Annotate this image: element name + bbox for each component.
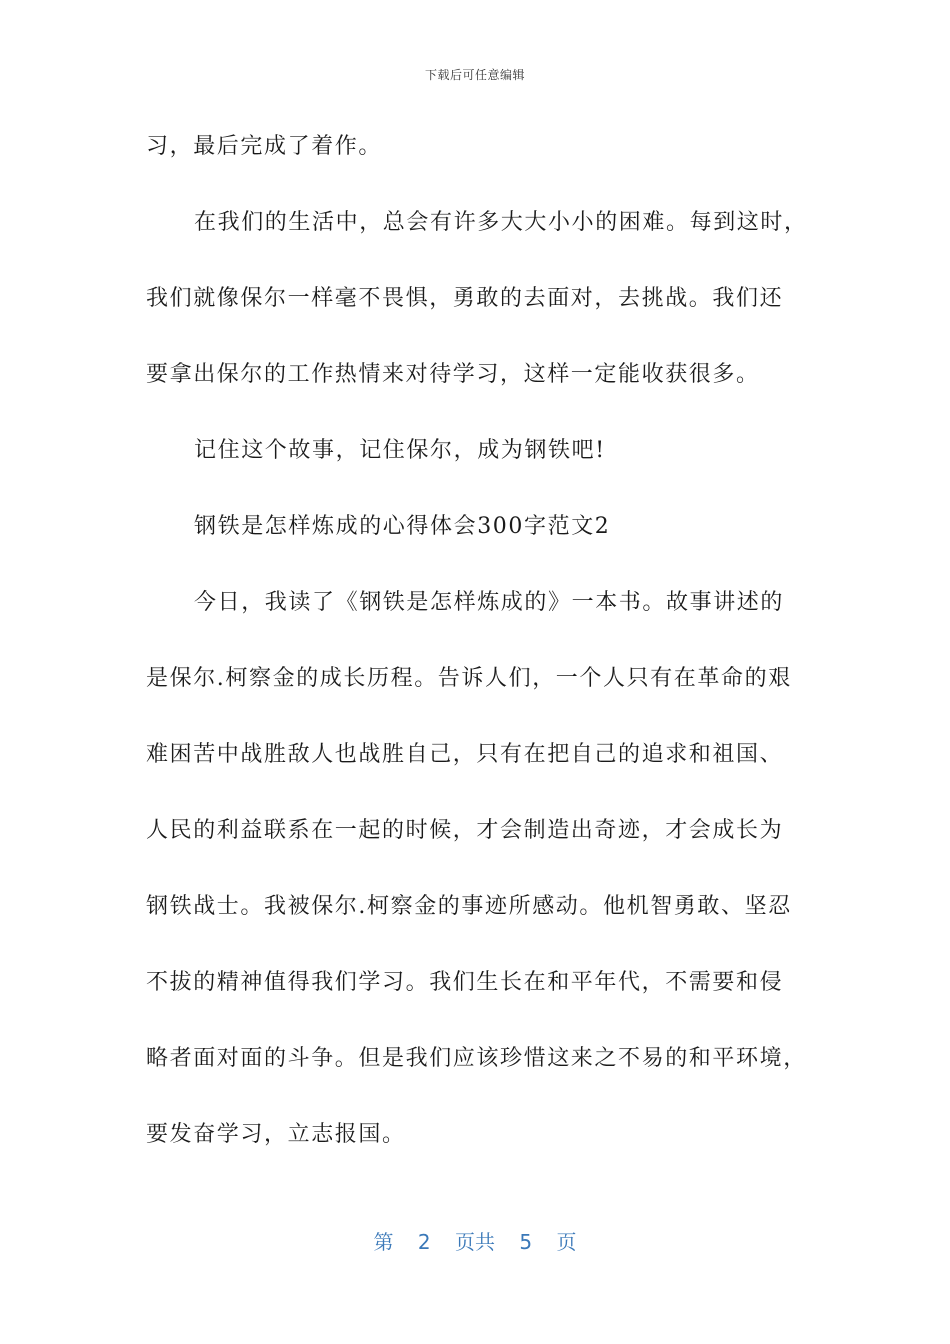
text-line: 是保尔.柯察金的成长历程。告诉人们，一个人只有在革命的艰 [146, 666, 792, 691]
footer-current-page: 2 [417, 1230, 431, 1254]
text-line: 习，最后完成了着作。 [146, 134, 383, 159]
text-line: 难困苦中战胜敌人也战胜自己，只有在把自己的追求和祖国、 [146, 742, 784, 767]
footer-label-page: 第 [373, 1230, 394, 1254]
footer-total-pages: 5 [519, 1230, 533, 1254]
text-line: 要发奋学习，立志报国。 [146, 1122, 406, 1147]
text-line: 略者面对面的斗争。但是我们应该珍惜这来之不易的和平环境， [146, 1046, 807, 1071]
paragraph-start: 今日，我读了《钢铁是怎样炼成的》一本书。故事讲述的 [194, 590, 785, 615]
text-line: 我们就像保尔一样毫不畏惧，勇敢的去面对，去挑战。我们还 [146, 286, 784, 311]
text-line: 要拿出保尔的工作热情来对待学习，这样一定能收获很多。 [146, 362, 760, 387]
page-footer [0, 1226, 950, 1255]
header-note: 下载后可任意编辑 [424, 68, 525, 82]
footer-label-end: 页 [556, 1230, 577, 1254]
text-line: 钢铁战士。我被保尔.柯察金的事迹所感动。他机智勇敢、坚忍 [146, 894, 792, 919]
paragraph-start: 记住这个故事，记住保尔，成为钢铁吧! [194, 438, 606, 463]
footer-label-of: 页共 [455, 1230, 495, 1254]
paragraph-start: 在我们的生活中，总会有许多大大小小的困难。每到这时， [194, 210, 808, 235]
text-line: 不拔的精神值得我们学习。我们生长在和平年代，不需要和侵 [146, 970, 784, 995]
text-line: 人民的利益联系在一起的时候，才会制造出奇迹，才会成长为 [146, 818, 784, 843]
document-body [146, 128, 806, 1192]
section-heading: 钢铁是怎样炼成的心得体会300字范文2 [194, 514, 611, 539]
